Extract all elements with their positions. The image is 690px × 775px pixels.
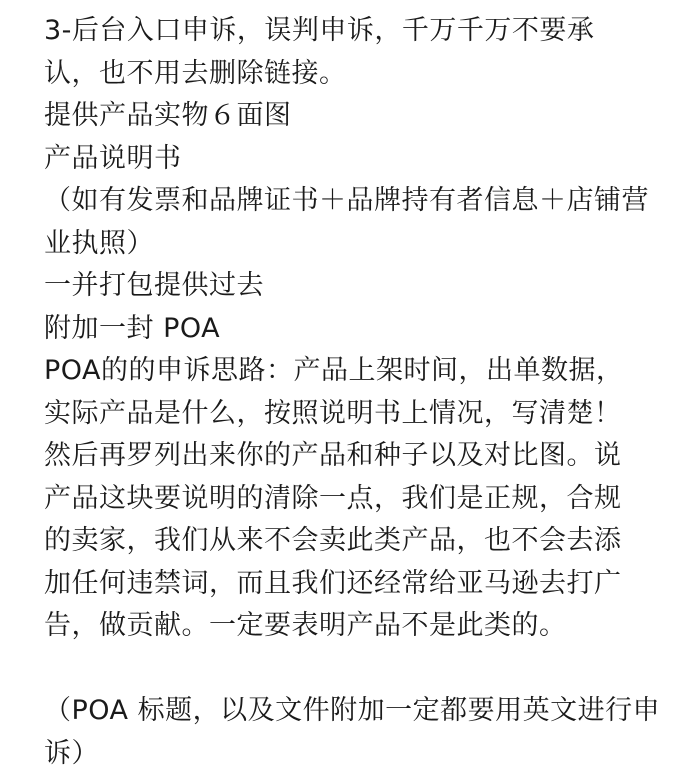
document-body [44, 10, 664, 775]
text-line-7: 一并打包提供过去 [44, 265, 664, 308]
text-line-11: 然后再罗列出来你的产品和种子以及对比图。说 [44, 435, 664, 478]
text-line-4: 产品说明书 [44, 138, 664, 181]
text-line-9: POA的的申诉思路：产品上架时间，出单数据， [44, 350, 664, 393]
text-line-5: （如有发票和品牌证书＋品牌持有者信息＋店铺营 [44, 180, 664, 223]
text-line-18: 诉） [44, 733, 664, 775]
text-line-10: 实际产品是什么，按照说明书上情况，写清楚！ [44, 393, 664, 436]
text-line-3: 提供产品实物６面图 [44, 95, 664, 138]
text-line-17: （POA 标题，以及文件附加一定都要用英文进行申 [44, 690, 664, 733]
text-line-6: 业执照） [44, 223, 664, 266]
text-line-12: 产品这块要说明的清除一点，我们是正规，合规 [44, 478, 664, 521]
text-line-13: 的卖家，我们从来不会卖此类产品，也不会去添 [44, 520, 664, 563]
text-line-8: 附加一封 POA [44, 308, 664, 351]
text-line-14: 加任何违禁词，而且我们还经常给亚马逊去打广 [44, 563, 664, 606]
blank-line [44, 648, 664, 691]
text-line-2: 认，也不用去删除链接。 [44, 53, 664, 96]
text-line-1: 3-后台入口申诉，误判申诉，千万千万不要承 [44, 10, 664, 53]
text-line-15: 告，做贡献。一定要表明产品不是此类的。 [44, 605, 664, 648]
